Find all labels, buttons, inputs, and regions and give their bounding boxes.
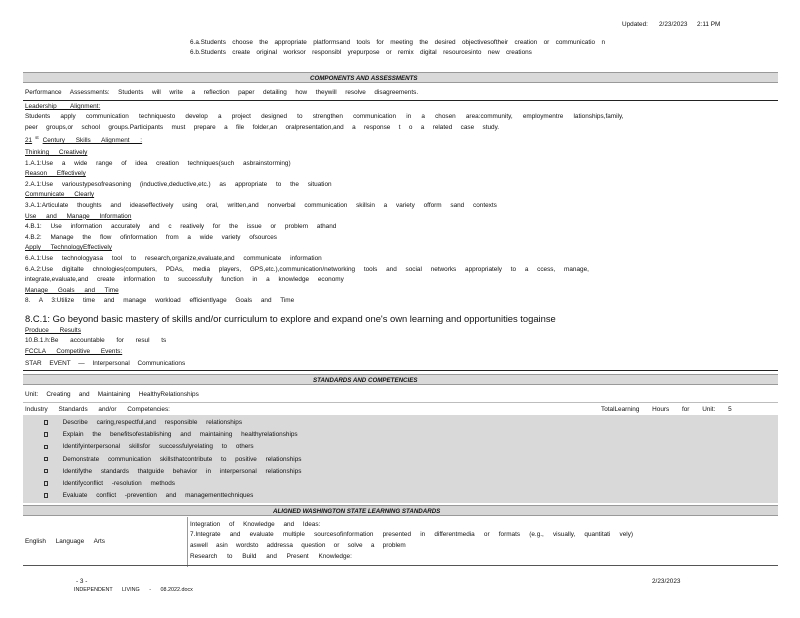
page-number: - 3 - [76,578,88,585]
bullet-box-icon [44,469,48,473]
skill-line: 2.A.1:Use varioustypesofreasoning (inductive,deductive,etc.) as appropriate to the situation [25,180,332,188]
skill-line: 6.A.1:Use technologyasa tool to research,organize,evaluate,and communicate information [25,255,322,262]
skill-category-heading: Manage Goals and Time [25,286,119,294]
bullet-box-icon [44,445,48,449]
updated-time: 2:11 PM [697,21,721,28]
aligned-title: ALIGNED WASHINGTON STATE LEARNING STANDARDS [273,507,441,515]
skill-line: 4.B.2: Manage the flow ofinformation from a wide variety ofsources [25,233,277,241]
objective-6a: 6.a.Students choose the appropriate platformsand tools for meeting the desired objectivesoftheir creation or communicatio n [190,39,606,46]
produce-line: 10.B.1.h:Be accountable for resul ts [25,337,167,344]
aligned-line-4: Research to Build and Present Knowledge: [190,553,352,560]
star-event: STAR EVENT — Interpersonal Communications [25,360,186,367]
century-number: 21 [25,137,33,145]
bullet-box-icon [44,481,48,485]
divider [23,402,778,403]
components-band [23,72,778,83]
skill-line: 4.B.1: Use information accurately and c reatively for the issue or problem athand [25,223,337,231]
aligned-line-2: 7.Integrate and evaluate multiple sourcesofinformation presented in differentmedia or formats (e.g., visually, quantitati vely) [190,531,634,538]
skill-category-heading: Thinking Creatively [25,149,88,156]
divider [23,100,778,101]
bullet-box-icon [44,432,48,436]
document-name: INDEPENDENT LIVING - 08.2022.docx [74,587,193,593]
objective-6b: 6.b.Students create original worksor responsibl yrepurpose or remix digital resourcesinto new creations [190,49,532,56]
century-rest: Century Skills Alignment : [42,137,143,145]
standard-item-text: Identifyconflict -resolution methods [62,480,175,487]
performance-assessments: Performance Assessments: Students will write a reflection paper detailing how theywill resolve disagreements. [25,89,419,96]
century-suffix: st [35,135,39,140]
standard-item-text: Demonstrate communication skillsthatcontribute to positive relationships [62,455,302,463]
standard-item-text: Identifyinterpersonal skillsfor successfulyrelating to others [62,443,254,451]
standard-item-text: Explain the benefitsofestablishing and maintaining healthyrelationships [62,431,298,439]
standard-item [44,468,301,475]
standard-item [44,456,301,463]
standard-item [44,492,253,499]
updated-label: Updated: [622,21,648,28]
divider [23,565,778,566]
standard-item-text: Describe caring,respectful,and responsible relationships [62,419,243,426]
column-divider [187,517,188,567]
fccla-heading: FCCLA Competitive Events: [25,348,123,355]
total-hours: TotalLearning Hours for Unit: 5 [601,406,732,413]
century-skills-heading [25,135,142,144]
produce-heading: Produce Results [25,327,81,334]
leadership-heading: Leadership Alignment: [25,103,101,110]
standard-item [44,480,175,487]
skill-category-heading: Use and Manage Information [25,212,132,220]
standard-item [44,419,242,426]
unit-title: Unit: Creating and Maintaining HealthyRelationships [25,391,199,398]
standard-item-text: Evaluate conflict -prevention and managementtechniques [62,492,254,500]
skill-8c1: 8.C.1: Go beyond basic mastery of skills and/or curriculum to explore and expand one's own learning and opportunities togainse [25,313,556,324]
skill-line: 6.A.2:Use digitalte chnologies(computers, PDAs, media players, GPS,etc.),communication/networking tools and social networks appropriately to a ccess, manage, [25,265,589,273]
updated-date: 2/23/2023 [659,21,688,28]
standard-item [44,431,298,438]
aligned-band [23,505,778,516]
leadership-line-2: peer groups,or school groups.Participants must prepare a file folder,an oralpresentation,and a response t o a related case study. [25,124,500,131]
leadership-line-1: Students apply communication techniquesto develop a project designed to strengthen communication in a chosen area:community, employmentre lationships,family, [25,113,624,120]
standards-title: STANDARDS AND COMPETENCIES [313,376,418,384]
footer-date: 2/23/2023 [652,578,681,585]
components-title: COMPONENTS AND ASSESSMENTS [310,74,418,82]
skill-line: 1.A.1:Use a wide range of idea creation techniques(such asbrainstorming) [25,159,291,167]
aligned-line-3: aswell asin wordsto addressa question or solve a problem [190,542,406,549]
skill-category-heading: Communicate Clearly [25,191,95,199]
divider [23,370,778,371]
bullet-box-icon [44,420,48,424]
bullet-box-icon [44,493,48,497]
skill-line: integrate,evaluate,and create information to successfully function in a knowledge economy [25,276,344,284]
skill-line: 3.A.1:Articulate thoughts and ideaseffectively using oral, written,and nonverbal communication skillsin a variety ofform sand contexts [25,202,497,209]
standards-band [23,374,778,385]
standard-item-text: Identifythe standards thatguide behavior in interpersonal relationships [62,467,302,475]
skill-line: 8. A 3:Utilize time and manage workload efficientlyage Goals and Time [25,297,295,305]
skill-category-heading: Reason Effectively [25,170,86,178]
aligned-subject: English Language Arts [25,538,105,545]
standard-item [44,443,254,450]
bullet-box-icon [44,457,48,461]
industry-standards-label: Industry Standards and/or Competencies: [25,406,170,413]
aligned-line-1: Integration of Knowledge and Ideas: [190,521,321,528]
skill-category-heading: Apply TechnologyEffectively [25,244,112,252]
